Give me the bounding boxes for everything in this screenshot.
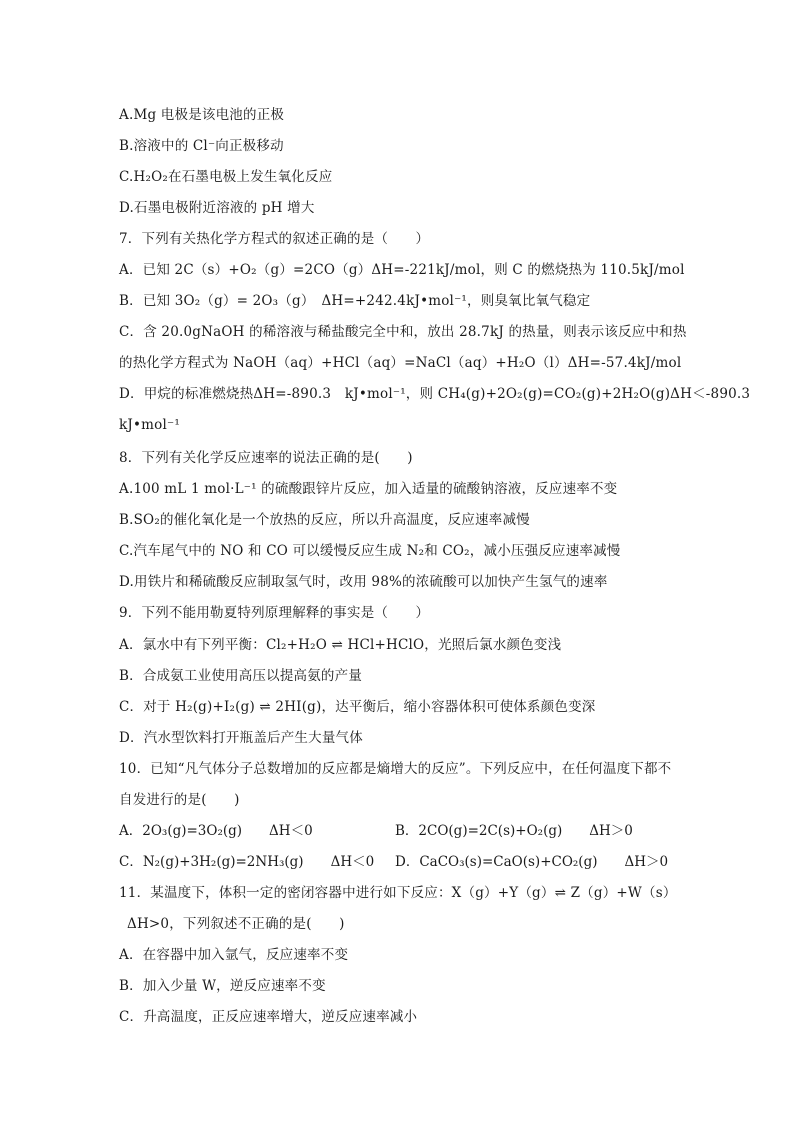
- prev-option-b: B.溶液中的 Cl⁻向正极移动: [119, 138, 284, 154]
- q7-option-c-line2: 的热化学方程式为 NaOH（aq）+HCl（aq）=NaCl（aq）+H₂O（l）ΔH=-57.4kJ/mol: [119, 355, 682, 371]
- q10-option-d: D．CaCO₃(s)=CaO(s)+CO₂(g) ΔH＞0: [395, 854, 669, 870]
- q9-stem: 9．下列不能用勒夏特列原理解释的事实是（ ）: [119, 605, 430, 621]
- q8-option-c: C.汽车尾气中的 NO 和 CO 可以缓慢反应生成 N₂和 CO₂，减小压强反应速率减慢: [119, 543, 621, 559]
- prev-option-c: C.H₂O₂在石墨电极上发生氧化反应: [119, 169, 333, 185]
- q8-option-a: A.100 mL 1 mol·L⁻¹ 的硫酸跟锌片反应，加入适量的硫酸钠溶液，反应速率不变: [119, 481, 618, 497]
- q7-stem: 7．下列有关热化学方程式的叙述正确的是（ ）: [119, 231, 430, 247]
- q10-option-b: B．2CO(g)=2C(s)+O₂(g) ΔH＞0: [395, 823, 633, 839]
- prev-option-a: A.Mg 电极是该电池的正极: [119, 107, 285, 123]
- q11-stem-line2: ΔH>0，下列叙述不正确的是( ): [127, 916, 345, 932]
- q11-stem-line1: 11．某温度下，体积一定的密闭容器中进行如下反应：X（g）+Y（g）⇌ Z（g）+W（s）: [119, 885, 677, 901]
- q7-option-d-line1: D．甲烷的标准燃烧热ΔH=-890.3 kJ•mol⁻¹，则 CH₄(g)+2O₂(g)=CO₂(g)+2H₂O(g)ΔH＜-890.3: [119, 386, 751, 402]
- q11-option-a: A．在容器中加入氩气，反应速率不变: [119, 947, 349, 963]
- q8-option-b: B.SO₂的催化氧化是一个放热的反应，所以升高温度，反应速率减慢: [119, 512, 530, 528]
- q10-stem-line1: 10．已知“凡气体分子总数增加的反应都是熵增大的反应”。下列反应中，在任何温度下都不: [119, 761, 672, 777]
- q7-option-d-line2: kJ•mol⁻¹: [119, 417, 180, 433]
- q11-option-b: B．加入少量 W，逆反应速率不变: [119, 978, 326, 994]
- q8-stem: 8．下列有关化学反应速率的说法正确的是( ): [119, 450, 413, 466]
- q9-option-d: D．汽水型饮料打开瓶盖后产生大量气体: [119, 730, 363, 746]
- q9-option-a: A．氯水中有下列平衡：Cl₂+H₂O ⇌ HCl+HClO，光照后氯水颜色变浅: [119, 637, 562, 653]
- q9-option-b: B．合成氨工业使用高压以提高氨的产量: [119, 668, 363, 684]
- q10-stem-line2: 自发进行的是( ): [119, 792, 240, 808]
- q7-option-a: A．已知 2C（s）+O₂（g）=2CO（g）ΔH=-221kJ/mol，则 C 的燃烧热为 110.5kJ/mol: [119, 262, 685, 278]
- q11-option-c: C．升高温度，正反应速率增大，逆反应速率减小: [119, 1009, 418, 1025]
- q10-option-a: A．2O₃(g)=3O₂(g) ΔH＜0: [119, 823, 313, 839]
- q10-option-c: C．N₂(g)+3H₂(g)=2NH₃(g) ΔH＜0: [119, 854, 375, 870]
- prev-option-d: D.石墨电极附近溶液的 pH 增大: [119, 200, 315, 216]
- q9-option-c: C．对于 H₂(g)+I₂(g) ⇌ 2HI(g)，达平衡后，缩小容器体积可使体系颜色变深: [119, 699, 596, 715]
- q8-option-d: D.用铁片和稀硫酸反应制取氢气时，改用 98%的浓硫酸可以加快产生氢气的速率: [119, 574, 608, 590]
- q7-option-b: B．已知 3O₂（g）= 2O₃（g） ΔH=+242.4kJ•mol⁻¹，则臭氧比氧气稳定: [119, 293, 591, 309]
- q7-option-c-line1: C．含 20.0gNaOH 的稀溶液与稀盐酸完全中和，放出 28.7kJ 的热量，则表示该反应中和热: [119, 324, 687, 340]
